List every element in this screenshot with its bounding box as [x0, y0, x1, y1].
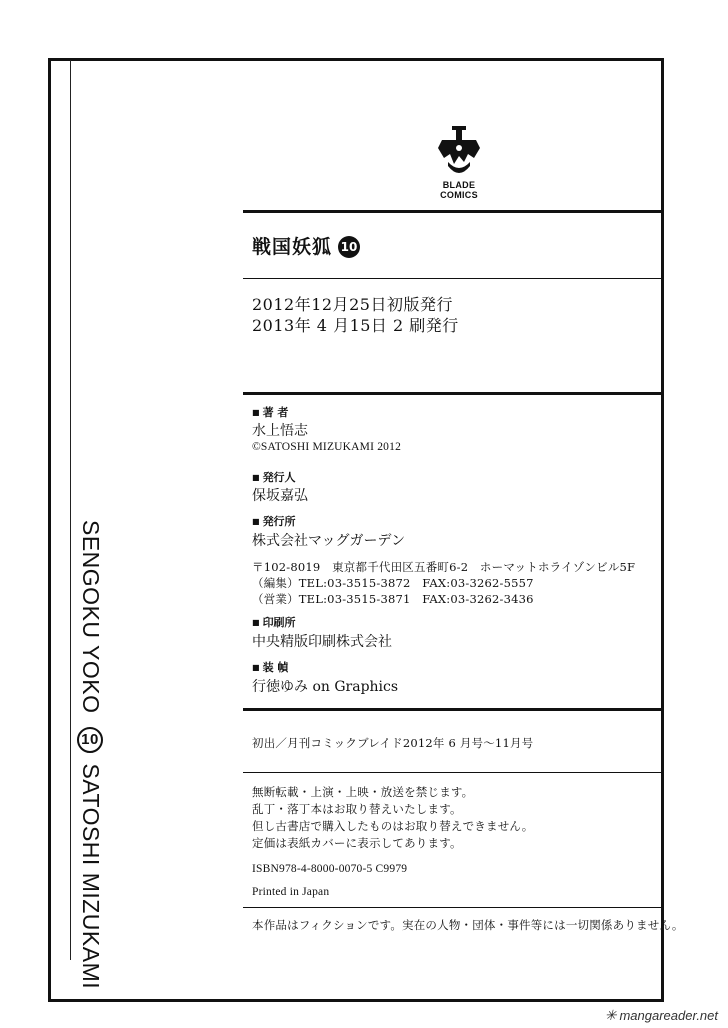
printer-heading: ■ 印刷所	[252, 614, 296, 630]
notice-line: 乱丁・落丁本はお取り替えいたします。	[252, 802, 462, 816]
design-heading: ■ 装 幀	[252, 659, 288, 675]
divider	[243, 278, 664, 279]
publisher-person-heading: ■ 発行人	[252, 469, 296, 485]
sparkle-icon: ✳	[604, 1007, 617, 1023]
fiction-notice: 本作品はフィクションです。実在の人物・団体・事件等には一切関係ありません。	[252, 918, 684, 932]
blade-comics-logo-icon	[424, 122, 494, 182]
logo-line-2: COMICS	[440, 190, 478, 200]
spine-divider	[70, 60, 71, 960]
divider	[243, 392, 664, 395]
publisher-heading: ■ 発行所	[252, 513, 296, 529]
notice-line: 但し古書店で購入したものはお取り替えできません。	[252, 819, 534, 833]
blade-comics-logo	[424, 122, 494, 206]
logo-line-1: BLADE	[442, 180, 476, 190]
author-name: 水上悟志	[252, 423, 308, 439]
notice-line: 定価は表紙カバーに表示してあります。	[252, 836, 462, 850]
sales-contact: （営業）TEL:03-3515-3871 FAX:03-3262-3436	[252, 592, 534, 606]
divider	[243, 210, 664, 213]
spine-volume-badge: 10	[78, 727, 104, 753]
design-credit: 行徳ゆみ on Graphics	[252, 679, 399, 695]
isbn: ISBN978-4-8000-0070-5 C9979	[252, 863, 408, 875]
first-publication: 初出／月刊コミックブレイド2012年 6 月号〜11月号	[252, 736, 534, 750]
publisher-person-name: 保坂嘉弘	[252, 488, 308, 504]
printed-in: Printed in Japan	[252, 886, 330, 898]
spine-label	[77, 520, 104, 989]
copyright-line: ©SATOSHI MIZUKAMI 2012	[252, 441, 402, 453]
book-title	[252, 232, 360, 259]
notice-line: 無断転載・上演・上映・放送を禁じます。	[252, 785, 474, 799]
book-title-text: 戦国妖狐	[252, 236, 333, 258]
site-watermark	[605, 1007, 718, 1024]
printing-date: 2013年 4 月15日 2 刷発行	[252, 316, 459, 335]
publisher-address: 〒102-8019 東京都千代田区五番町6-2 ホーマットホライゾンビル5F	[252, 560, 636, 574]
volume-badge: 10	[338, 236, 360, 258]
spine-author: SATOSHI MIZUKAMI	[78, 763, 104, 990]
publisher-name: 株式会社マッグガーデン	[252, 533, 406, 549]
author-heading: ■ 著 者	[252, 404, 288, 420]
printer-name: 中央精版印刷株式会社	[252, 634, 392, 650]
spine-title: SENGOKU YOKO	[78, 520, 104, 714]
editorial-contact: （編集）TEL:03-3515-3872 FAX:03-3262-5557	[252, 576, 534, 590]
publication-date: 2012年12月25日初版発行	[252, 295, 453, 314]
divider	[243, 772, 664, 773]
divider	[243, 907, 664, 908]
divider	[243, 708, 664, 711]
watermark-text: mangareader.net	[619, 1008, 718, 1023]
